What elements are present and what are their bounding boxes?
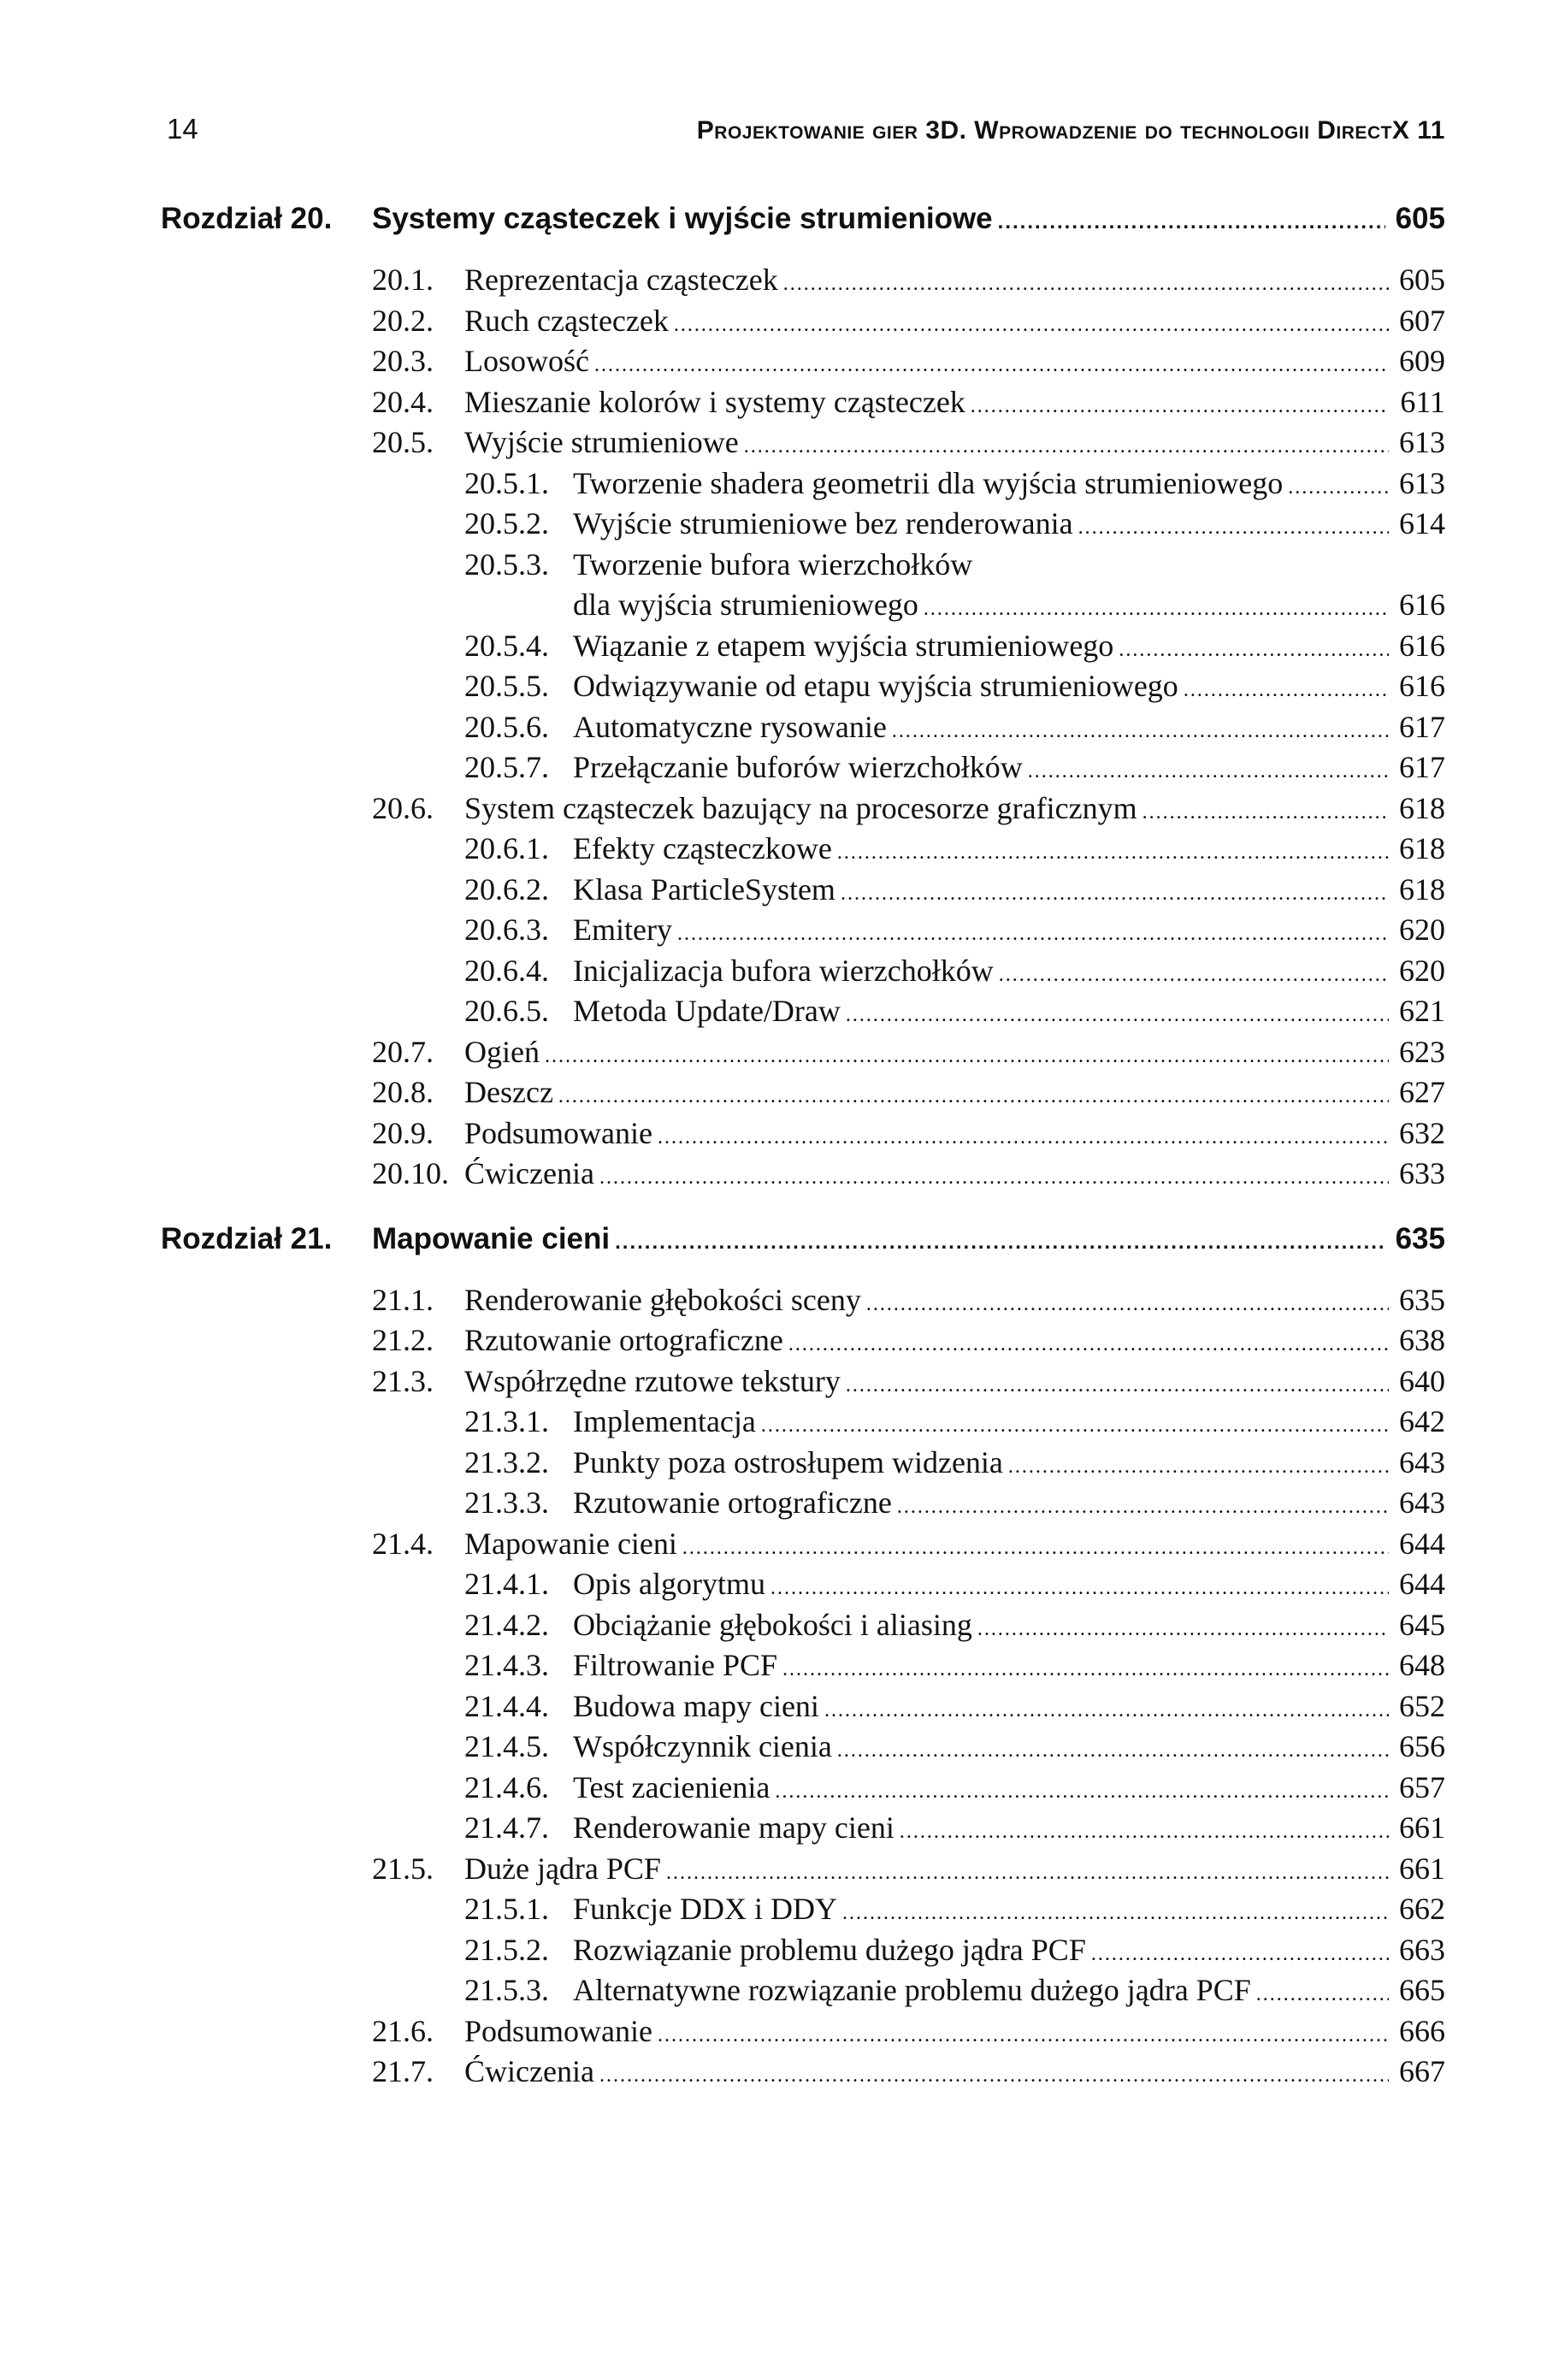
- chapter-title: Systemy cząsteczek i wyjście strumieniowe: [372, 202, 993, 235]
- toc-subsection[interactable]: [161, 749, 1445, 790]
- toc-section[interactable]: [161, 1363, 1445, 1404]
- toc-section[interactable]: [161, 1526, 1445, 1567]
- entry-number: 20.1.: [372, 263, 434, 297]
- dot-leader: [1028, 761, 1389, 782]
- toc-section[interactable]: [161, 343, 1445, 384]
- dot-leader: [846, 1005, 1389, 1025]
- entry-page-number: 643: [1399, 1485, 1445, 1520]
- dot-leader: [1288, 477, 1389, 498]
- dot-leader: [1091, 1944, 1389, 1964]
- entry-title: Klasa ParticleSystem: [573, 871, 835, 907]
- toc-section[interactable]: [161, 1155, 1445, 1196]
- entry-page-number: 621: [1399, 994, 1445, 1028]
- chapter-label: Rozdział 21.: [161, 1221, 333, 1255]
- entry-number: 21.6.: [372, 2013, 434, 2048]
- entry-page-number: 656: [1399, 1729, 1445, 1763]
- toc-subsection[interactable]: [161, 953, 1445, 994]
- entry-page-number: 627: [1399, 1075, 1445, 1109]
- entry-title: Funkcje DDX i DDY: [573, 1892, 837, 1926]
- toc-section[interactable]: [161, 2053, 1445, 2094]
- toc-subsection[interactable]: [161, 1485, 1445, 1526]
- entry-page-number: 663: [1399, 1932, 1445, 1967]
- entry-number: 21.4.3.: [464, 1648, 549, 1682]
- entry-page-number: 635: [1399, 1282, 1445, 1317]
- entry-number: 20.5.3.: [464, 546, 549, 582]
- entry-title: Renderowanie mapy cieni: [573, 1810, 894, 1845]
- dot-leader: [674, 315, 1389, 335]
- entry-title: Wyjście strumieniowe: [464, 425, 739, 459]
- toc-subsection[interactable]: [161, 546, 1445, 588]
- entry-number: 21.5.3.: [464, 1973, 549, 2007]
- dot-leader: [545, 1046, 1389, 1066]
- toc-section[interactable]: [161, 1282, 1445, 1323]
- toc-section[interactable]: [161, 1322, 1445, 1363]
- entry-number: 21.3.3.: [464, 1485, 549, 1520]
- toc-subsection[interactable]: [161, 830, 1445, 871]
- running-title: Projektowanie gier 3D. Wprowadzenie do technologii DirectX 11: [696, 116, 1445, 145]
- entry-number: 21.5.2.: [464, 1932, 549, 1967]
- entry-title: Przełączanie buforów wierzchołków: [573, 750, 1023, 784]
- dot-leader: [761, 1415, 1389, 1436]
- entry-title: Budowa mapy cieni: [573, 1688, 819, 1723]
- entry-title: Test zacienienia: [573, 1769, 770, 1804]
- entry-title: Wiązanie z etapem wyjścia strumieniowego: [573, 628, 1114, 663]
- toc-continuation[interactable]: [161, 587, 1445, 628]
- entry-number: 20.5.1.: [464, 465, 549, 500]
- entry-number: 20.10.: [372, 1156, 449, 1190]
- entry-title: Tworzenie bufora wierzchołków: [573, 546, 973, 582]
- dot-leader: [1256, 1984, 1389, 2005]
- toc-subsection[interactable]: [161, 993, 1445, 1034]
- dot-leader: [892, 721, 1389, 741]
- entry-title: dla wyjścia strumieniowego: [573, 588, 918, 622]
- entry-number: 21.3.2.: [464, 1444, 549, 1479]
- entry-title: Tworzenie shadera geometrii dla wyjścia strumieniowego: [573, 465, 1284, 500]
- entry-number: 20.7.: [372, 1034, 434, 1069]
- entry-number: 21.2.: [372, 1323, 434, 1357]
- entry-number: 21.3.1.: [464, 1404, 549, 1438]
- entry-title: Mieszanie kolorów i systemy cząsteczek: [464, 384, 965, 419]
- entry-page-number: 617: [1399, 750, 1445, 784]
- dot-leader: [599, 1167, 1389, 1188]
- entry-number: 21.4.2.: [464, 1607, 549, 1642]
- dot-leader: [977, 1619, 1389, 1639]
- toc-subsection[interactable]: [161, 871, 1445, 912]
- entry-number: 20.6.: [372, 790, 434, 825]
- dot-leader: [744, 436, 1389, 457]
- toc-section[interactable]: [161, 1851, 1445, 1892]
- entry-title: Filtrowanie PCF: [573, 1648, 778, 1682]
- entry-number: 20.2.: [372, 303, 434, 338]
- entry-title: Wyjście strumieniowe bez renderowania: [573, 506, 1073, 540]
- dot-leader: [866, 1294, 1389, 1314]
- entry-page-number: 661: [1399, 1851, 1445, 1886]
- entry-title: Inicjalizacja bufora wierzchołków: [573, 953, 994, 988]
- entry-number: 20.3.: [372, 344, 434, 378]
- entry-number: 21.1.: [372, 1282, 434, 1317]
- entry-number: 21.5.1.: [464, 1892, 549, 1926]
- entry-title: Renderowanie głębokości sceny: [464, 1282, 861, 1317]
- entry-number: 20.5.5.: [464, 669, 549, 703]
- entry-title: Podsumowanie: [464, 2013, 652, 2048]
- dot-leader: [924, 599, 1389, 619]
- toc-subsection[interactable]: [161, 912, 1445, 953]
- dot-leader: [658, 2025, 1389, 2046]
- entry-number: 20.5.7.: [464, 750, 549, 784]
- toc-section[interactable]: [161, 262, 1445, 303]
- entry-page-number: 662: [1399, 1892, 1445, 1926]
- toc-section[interactable]: [161, 1034, 1445, 1075]
- toc-subsection[interactable]: [161, 1444, 1445, 1485]
- dot-leader: [900, 1822, 1389, 1842]
- chapter-page-number: 635: [1395, 1221, 1445, 1255]
- entry-number: 20.5.6.: [464, 709, 549, 744]
- toc-subsection[interactable]: [161, 1728, 1445, 1769]
- dot-leader: [599, 2065, 1389, 2086]
- entry-page-number: 661: [1399, 1810, 1445, 1845]
- dot-leader: [594, 355, 1389, 375]
- entry-number: 21.4.6.: [464, 1769, 549, 1804]
- dot-leader: [682, 1538, 1389, 1558]
- chapter-title: Mapowanie cieni: [372, 1221, 611, 1255]
- toc-section[interactable]: [161, 303, 1445, 344]
- entry-number: 20.5.: [372, 425, 434, 459]
- entry-page-number: 613: [1399, 425, 1445, 459]
- toc-subsection[interactable]: [161, 1891, 1445, 1932]
- toc-subsection[interactable]: [161, 1607, 1445, 1648]
- toc-subsection[interactable]: [161, 1566, 1445, 1607]
- entry-title: Ćwiczenia: [464, 1156, 594, 1190]
- entry-title: Reprezentacja cząsteczek: [464, 263, 778, 297]
- dot-leader: [998, 212, 1385, 233]
- toc-subsection[interactable]: [161, 1647, 1445, 1688]
- entry-page-number: 616: [1399, 628, 1445, 663]
- toc-subsection[interactable]: [161, 1972, 1445, 2013]
- entry-page-number: 667: [1399, 2054, 1445, 2088]
- entry-title: Ogień: [464, 1034, 540, 1069]
- entry-page-number: 616: [1399, 588, 1445, 622]
- dot-leader: [1078, 517, 1389, 538]
- entry-page-number: 648: [1399, 1648, 1445, 1682]
- entry-title: Rozwiązanie problemu dużego jądra PCF: [573, 1932, 1086, 1967]
- entry-page-number: 645: [1399, 1607, 1445, 1642]
- entry-title: Metoda Update/Draw: [573, 994, 841, 1028]
- entry-number: 20.6.2.: [464, 871, 549, 907]
- entry-title: Losowość: [464, 344, 589, 378]
- toc-section[interactable]: [161, 1074, 1445, 1115]
- dot-leader: [775, 1781, 1389, 1802]
- entry-page-number: 618: [1399, 831, 1445, 865]
- chapter-heading[interactable]: [161, 202, 1445, 258]
- entry-title: Efekty cząsteczkowe: [573, 831, 832, 865]
- entry-page-number: 642: [1399, 1404, 1445, 1438]
- entry-number: 21.3.: [372, 1363, 434, 1398]
- entry-page-number: 632: [1399, 1115, 1445, 1150]
- toc-section[interactable]: [161, 790, 1445, 831]
- entry-page-number: 617: [1399, 709, 1445, 744]
- entry-title: Automatyczne rysowanie: [573, 709, 887, 744]
- dot-leader: [770, 1578, 1389, 1598]
- entry-title: Implementacja: [573, 1404, 756, 1438]
- dot-leader: [837, 842, 1389, 863]
- entry-page-number: 665: [1399, 1973, 1445, 2007]
- table-of-contents: [161, 202, 1445, 2094]
- entry-page-number: 644: [1399, 1567, 1445, 1601]
- entry-page-number: 620: [1399, 912, 1445, 947]
- entry-number: 21.4.: [372, 1526, 434, 1561]
- toc-section[interactable]: [161, 384, 1445, 425]
- entry-page-number: 623: [1399, 1034, 1445, 1069]
- dot-leader: [783, 274, 1389, 294]
- toc-subsection[interactable]: [161, 465, 1445, 506]
- toc-subsection[interactable]: [161, 709, 1445, 750]
- dot-leader: [837, 1740, 1389, 1761]
- entry-number: 21.7.: [372, 2054, 434, 2088]
- entry-number: 20.8.: [372, 1075, 434, 1109]
- dot-leader: [841, 883, 1389, 904]
- entry-page-number: 607: [1399, 303, 1445, 338]
- entry-title: Ćwiczenia: [464, 2054, 594, 2088]
- page-header: [167, 113, 1445, 156]
- dot-leader: [897, 1497, 1389, 1517]
- dot-leader: [677, 924, 1389, 944]
- dot-leader: [1008, 1456, 1389, 1477]
- chapter-heading[interactable]: [161, 1222, 1445, 1279]
- entry-page-number: 638: [1399, 1323, 1445, 1357]
- entry-number: 21.4.1.: [464, 1567, 549, 1601]
- entry-title: Odwiązywanie od etapu wyjścia strumieniowego: [573, 669, 1178, 703]
- entry-title: Współczynnik cienia: [573, 1729, 832, 1763]
- toc-subsection[interactable]: [161, 1403, 1445, 1444]
- toc-subsection[interactable]: [161, 628, 1445, 669]
- entry-title: Współrzędne rzutowe tekstury: [464, 1363, 841, 1398]
- entry-page-number: 640: [1399, 1363, 1445, 1398]
- entry-number: 20.4.: [372, 384, 434, 419]
- entry-page-number: 614: [1399, 506, 1445, 540]
- entry-title: Podsumowanie: [464, 1115, 652, 1150]
- entry-page-number: 644: [1399, 1526, 1445, 1561]
- entry-number: 21.4.5.: [464, 1729, 549, 1763]
- entry-page-number: 666: [1399, 2013, 1445, 2048]
- entry-number: 20.6.5.: [464, 994, 549, 1028]
- toc-subsection[interactable]: [161, 1688, 1445, 1729]
- toc-section[interactable]: [161, 424, 1445, 465]
- chapter-page-number: 605: [1395, 202, 1445, 235]
- entry-page-number: 643: [1399, 1444, 1445, 1479]
- dot-leader: [666, 1863, 1389, 1883]
- entry-page-number: 657: [1399, 1769, 1445, 1804]
- entry-page-number: 611: [1400, 384, 1445, 419]
- entry-page-number: 609: [1399, 344, 1445, 378]
- entry-title: Punkty poza ostrosłupem widzenia: [573, 1444, 1003, 1479]
- entry-number: 20.5.2.: [464, 506, 549, 540]
- entry-page-number: 620: [1399, 953, 1445, 988]
- dot-leader: [558, 1086, 1389, 1107]
- entry-title: Mapowanie cieni: [464, 1526, 677, 1561]
- dot-leader: [615, 1232, 1385, 1253]
- entry-title: Ruch cząsteczek: [464, 303, 669, 338]
- chapter-label: Rozdział 20.: [161, 202, 333, 235]
- entry-title: Rzutowanie ortograficzne: [464, 1323, 783, 1357]
- entry-number: 21.5.: [372, 1851, 434, 1886]
- entry-page-number: 618: [1399, 790, 1445, 825]
- entry-number: 20.6.3.: [464, 912, 549, 947]
- entry-page-number: 616: [1399, 669, 1445, 703]
- dot-leader: [824, 1700, 1389, 1721]
- entry-number: 20.6.1.: [464, 831, 549, 865]
- entry-number: 20.6.4.: [464, 953, 549, 988]
- entry-number: 20.9.: [372, 1115, 434, 1150]
- dot-leader: [1184, 680, 1389, 700]
- entry-page-number: 652: [1399, 1688, 1445, 1723]
- toc-subsection[interactable]: [161, 1769, 1445, 1810]
- entry-page-number: 605: [1399, 263, 1445, 297]
- toc-section[interactable]: [161, 1115, 1445, 1156]
- dot-leader: [842, 1903, 1389, 1923]
- entry-title: Opis algorytmu: [573, 1567, 765, 1601]
- entry-number: 21.4.4.: [464, 1688, 549, 1723]
- entry-title: System cząsteczek bazujący na procesorze graficznym: [464, 790, 1137, 825]
- entry-page-number: 613: [1399, 465, 1445, 500]
- toc-section[interactable]: [161, 2013, 1445, 2054]
- dot-leader: [1142, 802, 1389, 823]
- entry-title: Alternatywne rozwiązanie problemu dużego jądra PCF: [573, 1973, 1251, 2007]
- entry-number: 20.5.4.: [464, 628, 549, 663]
- toc-subsection[interactable]: [161, 1932, 1445, 1973]
- entry-title: Obciążanie głębokości i aliasing: [573, 1607, 972, 1642]
- dot-leader: [658, 1127, 1389, 1148]
- toc-subsection[interactable]: [161, 1810, 1445, 1851]
- dot-leader: [788, 1334, 1389, 1355]
- entry-page-number: 633: [1399, 1156, 1445, 1190]
- page-number: 14: [167, 113, 198, 145]
- dot-leader: [846, 1375, 1389, 1396]
- dot-leader: [782, 1659, 1389, 1680]
- toc-subsection[interactable]: [161, 505, 1445, 546]
- entry-title: Emitery: [573, 912, 672, 947]
- dot-leader: [999, 965, 1389, 985]
- entry-number: 21.4.7.: [464, 1810, 549, 1845]
- entry-title: Duże jądra PCF: [464, 1851, 661, 1886]
- dot-leader: [1119, 640, 1389, 660]
- toc-subsection[interactable]: [161, 668, 1445, 709]
- entry-page-number: 618: [1399, 871, 1445, 907]
- entry-title: Rzutowanie ortograficzne: [573, 1485, 892, 1520]
- entry-title: Deszcz: [464, 1075, 553, 1109]
- dot-leader: [971, 396, 1389, 416]
